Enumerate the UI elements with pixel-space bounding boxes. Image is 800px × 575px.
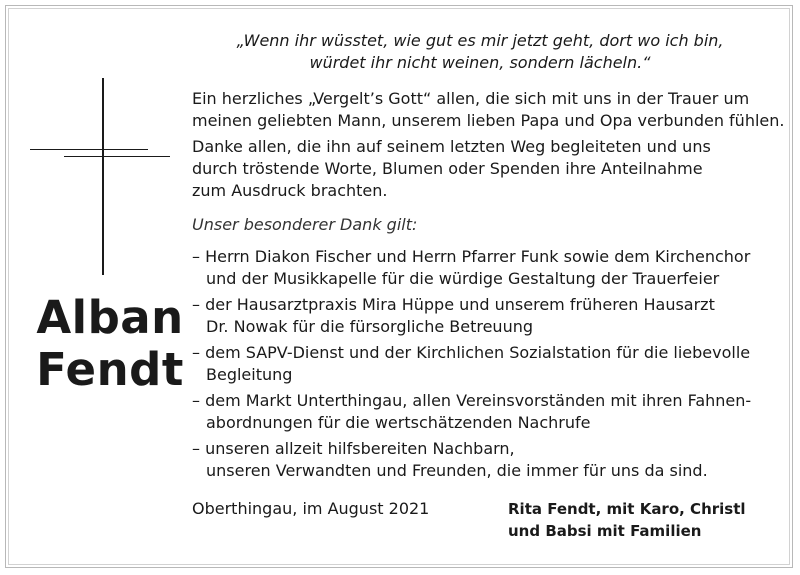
- signers: [508, 498, 746, 542]
- list-item: [192, 342, 751, 386]
- list-item: [192, 294, 751, 338]
- deceased-name: [20, 292, 200, 396]
- paragraph-line: Ein herzliches „Vergelt’s Gott“ allen, die sich mit uns in der Trauer um: [192, 89, 750, 108]
- paragraph-line: durch tröstende Worte, Blumen oder Spenden ihre Anteilnahme: [192, 159, 703, 178]
- quote-line-2: würdet ihr nicht weinen, sondern lächeln.“: [309, 53, 651, 72]
- cross-horizontal-line-left: [30, 149, 148, 150]
- place-and-date: Oberthingau, im August 2021: [192, 499, 430, 518]
- special-thanks-list: [192, 246, 751, 486]
- signers-line-2: und Babsi mit Familien: [508, 522, 702, 540]
- list-item-line: – dem SAPV-Dienst und der Kirchlichen Sozialstation für die liebevolle: [192, 343, 751, 362]
- list-item: [192, 246, 751, 290]
- cross-vertical-line: [102, 78, 104, 275]
- paragraph-line: Danke allen, die ihn auf seinem letzten Weg begleiteten und uns: [192, 137, 711, 156]
- cross-horizontal-line-right: [64, 156, 170, 157]
- thanks-paragraph-1: [192, 88, 784, 132]
- list-item-line: – dem Markt Unterthingau, allen Vereinsvorständen mit ihren Fahnen-: [192, 391, 752, 410]
- deceased-last-name: Fendt: [36, 343, 184, 396]
- list-item-line: – Herrn Diakon Fischer und Herrn Pfarrer Funk sowie dem Kirchenchor: [192, 247, 751, 266]
- memorial-quote: [215, 30, 745, 74]
- list-item-line: – der Hausarztpraxis Mira Hüppe und unserem früheren Hausarzt: [192, 295, 715, 314]
- cross-icon: [30, 70, 170, 280]
- list-item-line: abordnungen für die wertschätzenden Nachrufe: [206, 413, 591, 432]
- paragraph-line: zum Ausdruck brachten.: [192, 181, 388, 200]
- special-thanks-heading: Unser besonderer Dank gilt:: [192, 215, 418, 234]
- list-item-line: – unseren allzeit hilfsbereiten Nachbarn,: [192, 439, 515, 458]
- list-item-line: und der Musikkapelle für die würdige Gestaltung der Trauerfeier: [206, 269, 720, 288]
- thanks-paragraph-2: [192, 136, 711, 202]
- list-item-line: unseren Verwandten und Freunden, die immer für uns da sind.: [206, 461, 708, 480]
- paragraph-line: meinen geliebten Mann, unserem lieben Papa und Opa verbunden fühlen.: [192, 111, 785, 130]
- list-item: [192, 438, 751, 482]
- signers-line-1: Rita Fendt, mit Karo, Christl: [508, 500, 746, 518]
- quote-line-1: „Wenn ihr wüsstet, wie gut es mir jetzt geht, dort wo ich bin,: [236, 31, 724, 50]
- list-item: [192, 390, 751, 434]
- list-item-line: Dr. Nowak für die fürsorgliche Betreuung: [206, 317, 533, 336]
- list-item-line: Begleitung: [206, 365, 293, 384]
- deceased-first-name: Alban: [36, 291, 184, 344]
